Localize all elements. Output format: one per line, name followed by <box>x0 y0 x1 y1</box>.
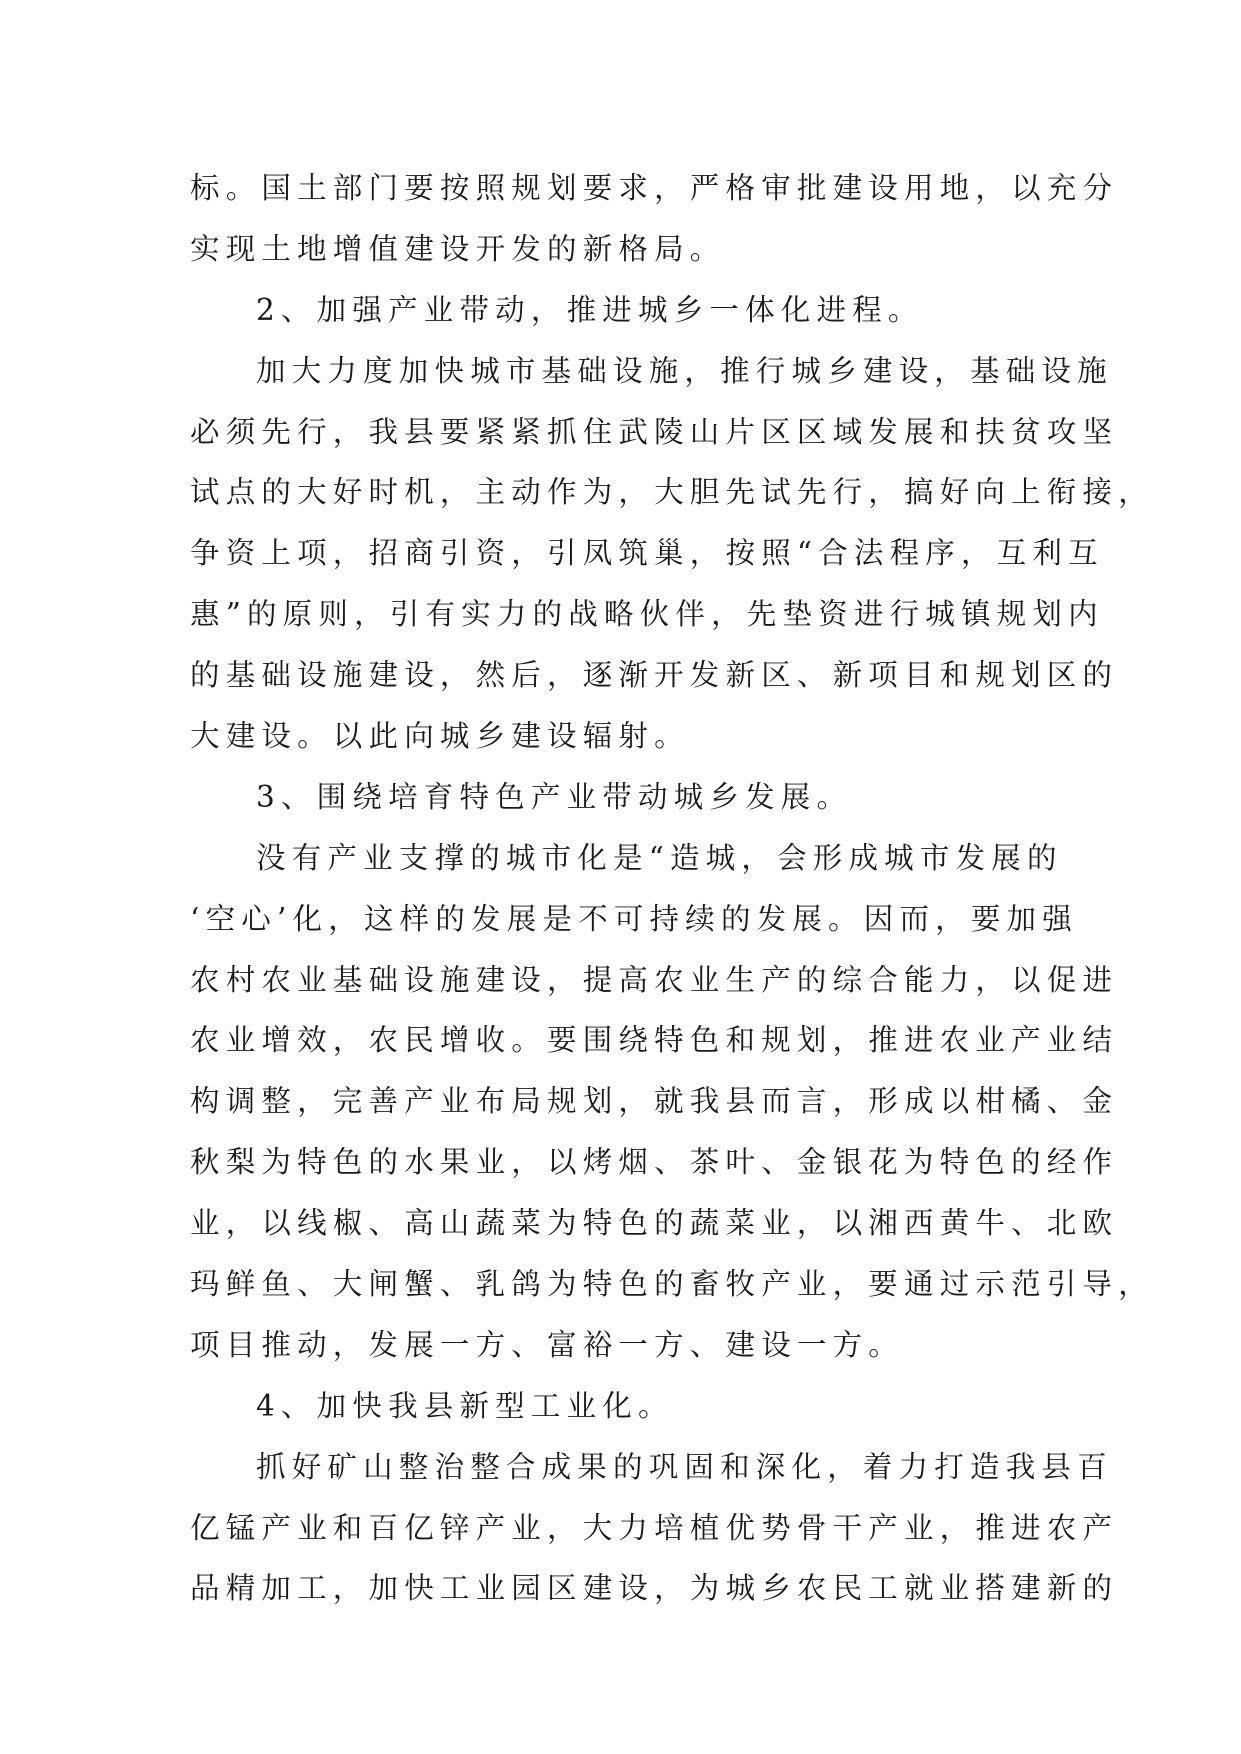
body-line: 没有产业支撑的城市化是“造城，会形成城市发展的 <box>256 840 1063 875</box>
body-line: 品精加工，加快工业园区建设，为城乡农民工就业搭建新的 <box>190 1571 1119 1606</box>
body-line: 大建设。以此向城乡建设辐射。 <box>190 719 690 754</box>
body-line: 农村农业基础设施建设，提高农业生产的综合能力，以促进 <box>190 962 1119 997</box>
body-line: 必须先行，我县要紧紧抓住武陵山片区区域发展和扶贫攻坚 <box>190 414 1119 449</box>
body-line: 争资上项，招商引资，引凤筑巢，按照“合法程序，互利互 <box>190 536 1104 571</box>
section-heading: 3、围绕培育特色产业带动城乡发展。 <box>256 779 853 814</box>
body-line: 秋梨为特色的水果业，以烤烟、茶叶、金银花为特色的经作 <box>190 1145 1119 1180</box>
body-line: 加大力度加快城市基础设施，推行城乡建设，基础设施 <box>256 353 1113 388</box>
document-body <box>190 158 1154 1619</box>
section-heading: 2、加强产业带动，推进城乡一体化进程。 <box>256 292 924 327</box>
body-line: 的基础设施建设，然后，逐渐开发新区、新项目和规划区的 <box>190 658 1119 693</box>
body-line: 农业增效，农民增收。要围绕特色和规划，推进农业产业结 <box>190 1023 1119 1058</box>
section-heading: 4、加快我县新型工业化。 <box>256 1388 674 1423</box>
body-line: 业，以线椒、高山蔬菜为特色的蔬菜业，以湘西黄牛、北欧 <box>190 1206 1119 1241</box>
body-line: 亿锰产业和百亿锌产业，大力培植优势骨干产业，推进农产 <box>190 1510 1119 1545</box>
body-line: ‘空心’化，这样的发展是不可持续的发展。因而，要加强 <box>190 901 1078 936</box>
body-line: 试点的大好时机，主动作为，大胆先试先行，搞好向上衔接， <box>190 475 1154 510</box>
body-line: 惠”的原则，引有实力的战略伙伴，先垫资进行城镇规划内 <box>190 597 1104 632</box>
body-line: 实现土地增值建设开发的新格局。 <box>190 231 726 266</box>
body-line: 抓好矿山整治整合成果的巩固和深化，着力打造我县百 <box>256 1449 1113 1484</box>
body-line: 标。国土部门要按照规划要求，严格审批建设用地，以充分 <box>190 171 1119 205</box>
body-line: 玛鲜鱼、大闸蟹、乳鸽为特色的畜牧产业，要通过示范引导， <box>190 1267 1154 1302</box>
body-line: 项目推动，发展一方、富裕一方、建设一方。 <box>190 1327 905 1362</box>
body-line: 构调整，完善产业布局规划，就我县而言，形成以柑橘、金 <box>190 1084 1119 1119</box>
